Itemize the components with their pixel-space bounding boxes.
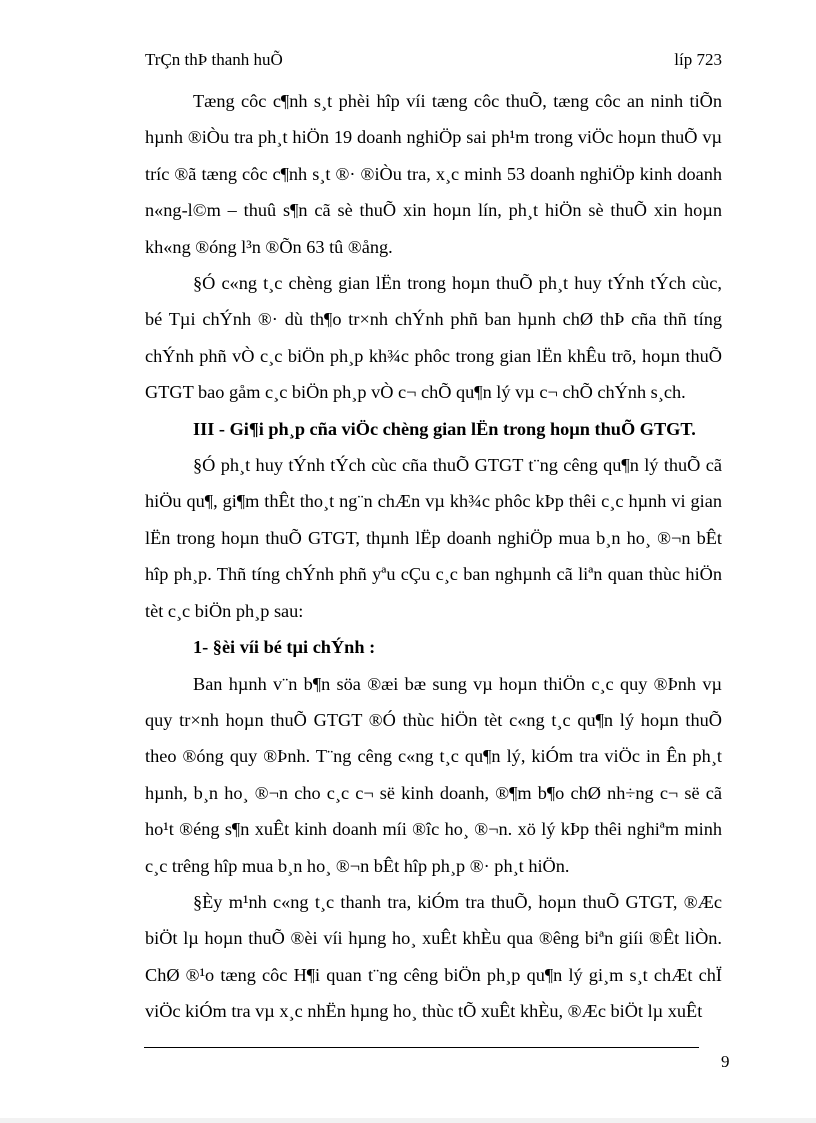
page-bottom-edge xyxy=(0,1118,816,1123)
paragraph-regulations: Ban hµnh v¨n b¶n söa ®æi bæ sung vµ hoµn thiÖn c¸c quy ®Þnh vµ quy tr×nh hoµn thuÕ GTGT ®Ó thùc hiÖn tèt c«ng t¸c qu¶n lý hoµn thuÕ theo ®óng quy ®Þnh. T¨ng cêng c«ng t¸c qu¶n lý, kiÓm tra viÖc in Ên ph¸t hµnh, b¸n ho¸ ®¬n cho c¸c c¬ së kinh doanh, ®¶m b¶o chØ nh÷ng c¬ së cã ho¹t ®éng s¶n xuÊt kinh doanh míi ®îc ho¸ ®¬n. xö lý kÞp thêi nghiªm minh c¸c trêng hîp mua b¸n ho¸ ®¬n bÊt hîp ph¸p ®· ph¸t hiÖn. xyxy=(145,673,722,876)
header-class-label: líp 723 xyxy=(674,50,722,69)
paragraph-inspection: §Èy m¹nh c«ng t¸c thanh tra, kiÓm tra thuÕ, hoµn thuÕ GTGT, ®Æc biÖt lµ hoµn thuÕ ®èi víi hµng ho¸ xuÊt khÈu qua ®êng biªn giíi ®Êt liÒn. ChØ ®¹o tæng côc H¶i quan t¨ng cêng biÖn ph¸p qu¶n lý gi¸m s¸t chÆt chÏ viÖc kiÓm tra vµ x¸c nhËn hµng ho¸ thùc tÕ xuÊt khÈu, ®Æc biÖt lµ xuÊt xyxy=(145,891,722,1022)
subsection-heading-ministry-of-finance: 1- §èi víi bé tµi chÝnh : xyxy=(193,637,376,658)
paragraph-vat-measures: §Ó ph¸t huy tÝnh tÝch cùc cña thuÕ GTGT t¨ng cêng qu¶n lý thuÕ cã hiÖu qu¶, gi¶m thÊt tho¸t ng¨n chÆn vµ kh¾c phôc kÞp thêi c¸c hµnh vi gian lËn trong hoµn thuÕ GTGT, thµnh lËp doanh nghiÖp mua b¸n ho¸ ®¬n bÊt hîp ph¸p. Thñ tíng chÝnh phñ yªu cÇu c¸c ban nghµnh cã liªn quan thùc hiÖn tèt c¸c biÖn ph¸p sau: xyxy=(145,455,722,621)
paragraph-ministry-directive: §Ó c«ng t¸c chèng gian lËn trong hoµn thuÕ ph¸t huy tÝnh tÝch cùc, bé Tµi chÝnh ®· dù th¶o tr×nh chÝnh phñ ban hµnh chØ thÞ cña thñ tíng chÝnh phñ vÒ c¸c biÖn ph¸p kh¾c phôc trong gian lËn khÊu trõ, hoµn thuÕ GTGT bao gåm c¸c biÖn ph¸p vÒ c¬ chÕ qu¶n lý vµ c¬ chÕ chÝnh s¸ch. xyxy=(145,273,722,403)
page-number: 9 xyxy=(721,1052,730,1071)
footer-divider xyxy=(144,1047,699,1048)
page-header xyxy=(145,50,722,74)
section-heading-solutions: III - Gi¶i ph¸p cña viÖc chèng gian lËn trong hoµn thuÕ GTGT. xyxy=(193,418,696,439)
header-author: TrÇn thÞ thanh huÕ xyxy=(145,50,283,69)
paragraph-tax-police-investigation: Tæng côc c¶nh s¸t phèi hîp víi tæng côc thuÕ, tæng côc an ninh tiÕn hµnh ®iÒu tra ph¸t hiÖn 19 doanh nghiÖp sai ph¹m trong viÖc hoµn thuÕ vµ tríc ®ã tæng côc c¶nh s¸t ®· ®iÒu tra, x¸c minh 53 doanh nghiÖp kinh doanh n«ng-l©m – thuû s¶n cã sè thuÕ xin hoµn lín, ph¸t hiÖn sè thuÕ xin hoµn kh«ng ®óng l³n ®Õn 63 tû ®ång. xyxy=(145,91,722,257)
document-body xyxy=(145,83,722,1030)
